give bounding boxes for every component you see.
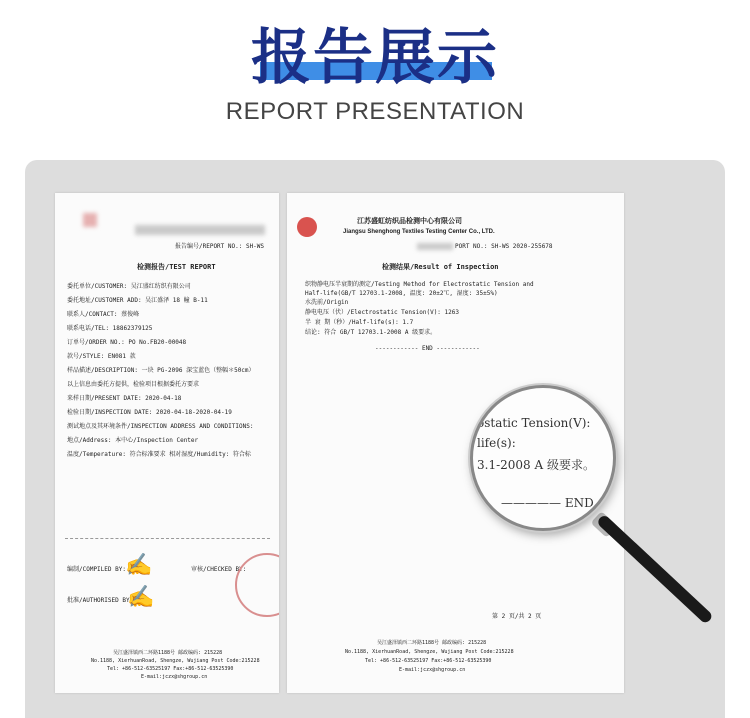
report-number: PORT NO.: SH-WS 2020-255678 [455, 243, 553, 250]
divider [65, 538, 270, 539]
report-line: 测试地点及其环境条件/INSPECTION ADDRESS AND CONDITIONS: [67, 423, 254, 430]
signature-compiled: ✍ [125, 553, 153, 578]
redacted-logo [83, 213, 97, 227]
footer-line: 吴江盛泽镇西二环路1188号 邮政编码: 215228 [113, 650, 223, 656]
magnified-text: life(s): [477, 436, 516, 450]
redacted-header [135, 225, 265, 235]
report-line: 委托单位/CUSTOMER: 吴江盛红纺织有限公司 [67, 283, 191, 290]
magnified-text: 3.1-2008 A 级要求。 [477, 458, 595, 472]
official-stamp [235, 553, 279, 617]
report-line: 订单号/ORDER NO.: PO No.FB20-00048 [67, 339, 187, 346]
report-heading: 检测报告/TEST REPORT [137, 263, 216, 271]
report-line: 地点/Address: 本中心/Inspection Center [67, 437, 199, 444]
footer-line: Tel: +86-512-63525197 Fax:+86-512-63525390 [107, 666, 234, 672]
magnified-text: ————— END [501, 496, 594, 510]
report-line: 检验日期/INSPECTION DATE: 2020-04-18-2020-04-19 [67, 409, 232, 416]
result-line: Half-life(GB/T 12703.1-2008, 温度: 20±2℃, 湿度: 35±5%) [305, 290, 498, 297]
compiled-by-label: 编制/COMPILED BY: [67, 566, 126, 573]
report-line: 联系电话/TEL: 18862379125 [67, 325, 153, 332]
end-mark: ------------ END ------------ [375, 345, 480, 352]
report-line: 委托地址/CUSTOMER ADD: 吴江盛泽 18 幢 B-11 [67, 297, 208, 304]
result-line: 织物静电压半衰期的测定/Testing Method for Electrostatic Tension and [305, 281, 534, 288]
checked-by-label: 审核/CHECKED BY: [191, 566, 247, 573]
report-number: 报告编号/REPORT NO.: SH-WS [175, 243, 265, 250]
result-line: 水洗前/Origin [305, 299, 349, 306]
report-line: 来样日期/PRESENT DATE: 2020-04-18 [67, 395, 182, 402]
report-line: 以上信息由委托方提供，检验项目根据委托方要求 [67, 381, 200, 388]
footer-line: E-mail:jczx@shgroup.cn [141, 674, 208, 680]
report-line: 样品描述/DESCRIPTION: 一块 PG-2096 深宝蓝色（整幅＊50cm） [67, 367, 255, 374]
page-title: 报告展示 [251, 23, 499, 93]
redacted-report-prefix [417, 243, 453, 250]
center-logo [297, 217, 317, 237]
report-line: 联系人/CONTACT: 蔡俊峰 [67, 311, 140, 318]
footer-line: 吴江盛泽镇西二环路1188号 邮政编码: 215228 [377, 640, 487, 646]
center-name-en: Jiangsu Shenghong Textiles Testing Center Co., LTD. [343, 229, 495, 235]
footer-line: Tel: +86-512-63525197 Fax:+86-512-63525390 [365, 658, 492, 664]
footer-line: No.1188, XierhuanRoad, Shengze, Wujiang Post Code:215228 [91, 658, 260, 664]
authorised-by-label: 批准/AUTHORISED BY: [67, 597, 134, 604]
result-line: 半 衰 期（秒）/Half-life(s): 1.7 [305, 319, 414, 326]
page-subtitle: REPORT PRESENTATION [225, 98, 525, 125]
report-page-left [55, 193, 279, 693]
footer-line: E-mail:jczx@shgroup.cn [399, 667, 466, 673]
footer-line: No.1188, XierhuanRoad, Shengze, Wujiang Post Code:215228 [345, 649, 514, 655]
report-line: 款号/STYLE: EN081 款 [67, 353, 136, 360]
page-number: 第 2 页/共 2 页 [492, 613, 542, 620]
result-line: 静电电压（伏）/Electrostatic Tension(V): 1263 [305, 309, 459, 316]
report-line: 温度/Temperature: 符合标准要求 相对湿度/Humidity: 符合标 [67, 451, 251, 458]
magnifier-lens [470, 385, 616, 531]
center-name-cn: 江苏盛虹纺织品检测中心有限公司 [357, 217, 462, 225]
result-line: 结论: 符合 GB/T 12703.1-2008 A 级要求。 [305, 329, 437, 336]
magnified-text: ostatic Tension(V): [477, 416, 591, 430]
result-heading: 检测结果/Result of Inspection [382, 263, 499, 271]
signature-authorised: ✍ [127, 585, 155, 610]
